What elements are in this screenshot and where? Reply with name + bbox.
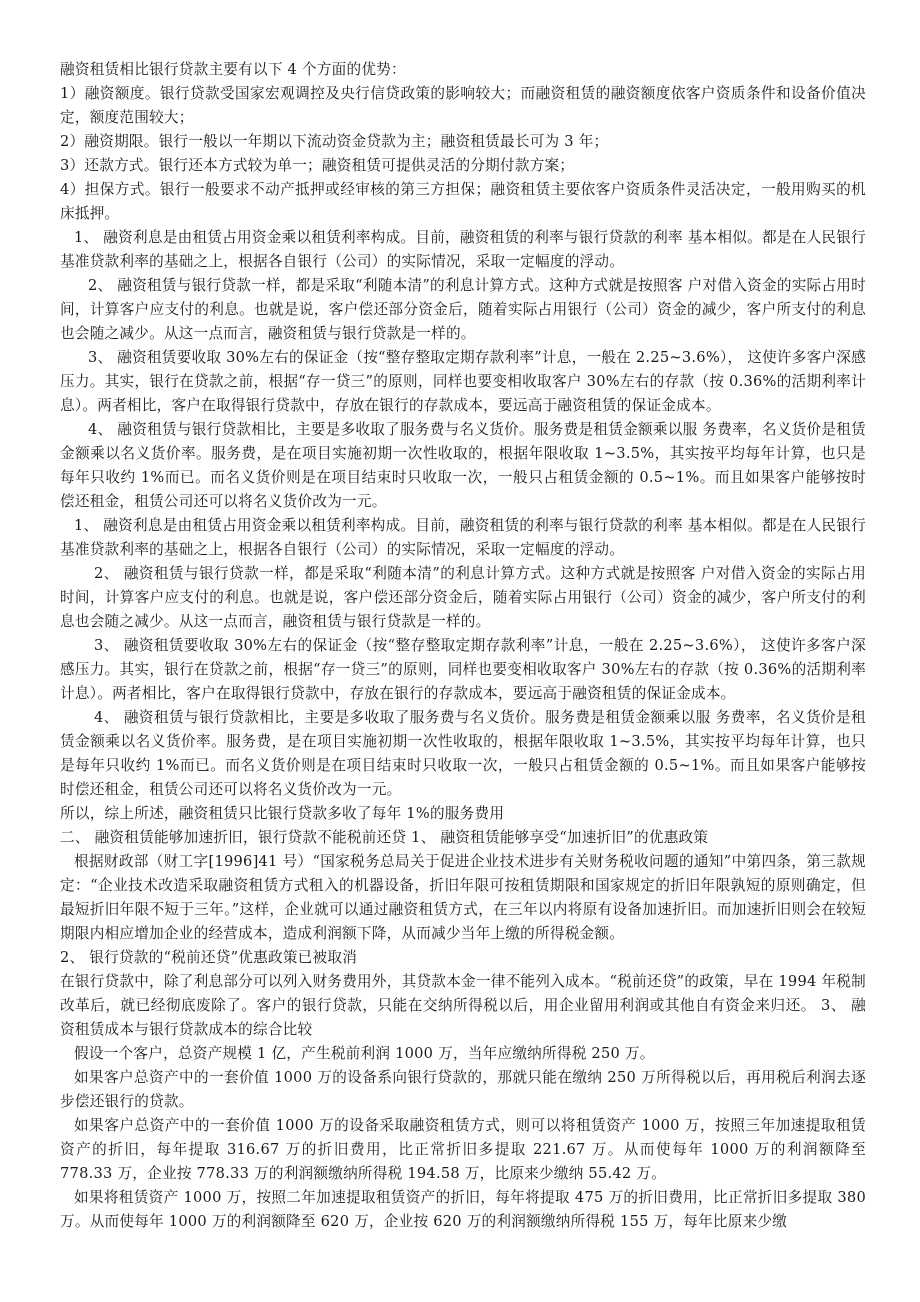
interest-paragraph-1: 1、 融资利息是由租赁占用资金乘以租赁利率构成。目前，融资租赁的利率与银行贷款的利率 基本相似。都是在人民银行基准贷款利率的基础之上，根据各自银行（公司）的实际情况，采取一定幅度的浮动。	[60, 229, 866, 270]
service-fee-paragraph-1: 4、 融资租赁与银行贷款相比，主要是多收取了服务费与名义货价。服务费是租赁金额乘以服 务费率，名义货价是租赁金额乘以名义货价率。服务费，是在项目实施初期一次性收取的，根据年限收取 1~3.5%，其实按平均每年计算，也只是每年只收约 1%而已。而名义货价则是在项目结束时只收取一次，一般只占租赁金额的 0.5~1%。而且如果客户能够按时偿还租金，租赁公司还可以将名义货价改为一元。	[60, 421, 866, 510]
deposit-paragraph-2: 3、 融资租赁要收取 30%左右的保证金（按“整存整取定期存款利率”计息，一般在 2.25~3.6%）， 这使许多客户深感压力。其实，银行在贷款之前，根据“存一贷三”的原则，同样也要变相收取客户 30%左右的存款（按 0.36%的活期利率计息）。两者相比，客户在取得银行贷款中，存放在银行的存款成本，要远高于融资租赁的保证金成本。	[60, 637, 866, 702]
summary-paragraph: 所以，综上所述，融资租赁只比银行贷款多收了每年 1%的服务费用	[60, 805, 505, 822]
interest-method-paragraph-1: 2、 融资租赁与银行贷款一样，都是采取“利随本清”的利息计算方式。这种方式就是按照客 户对借入资金的实际占用时间，计算客户应支付的利息。也就是说，客户偿还部分资金后，随着实际占用银行（公司）资金的减少，客户所支付的利息也会随之减少。从这一点而言，融资租赁与银行贷款是一样的。	[60, 277, 866, 342]
example-paragraph-3: 如果客户总资产中的一套价值 1000 万的设备采取融资租赁方式，则可以将租赁资产 1000 万，按照三年加速提取租赁资产的折旧，每年提取 316.67 万的折旧费用，比正常折旧多提取 221.67 万。从而使每年 1000 万的利润额降至 778.33 万，企业按 778.33 万的利润额缴纳所得税 194.58 万，比原来少缴纳 55.42 万。	[60, 1117, 866, 1182]
tax-policy-heading: 2、 银行贷款的“税前还贷”优惠政策已被取消	[60, 949, 358, 966]
example-paragraph-1: 假设一个客户，总资产规模 1 亿，产生税前利润 1000 万，当年应缴纳所得税 250 万。	[74, 1045, 655, 1062]
interest-paragraph-2: 1、 融资利息是由租赁占用资金乘以租赁利率构成。目前，融资租赁的利率与银行贷款的利率 基本相似。都是在人民银行基准贷款利率的基础之上，根据各自银行（公司）的实际情况，采取一定幅度的浮动。	[60, 517, 866, 558]
advantage-4-paragraph: 4）担保方式。银行一般要求不动产抵押或经审核的第三方担保；融资租赁主要依客户资质条件灵活决定，一般用购买的机床抵押。	[60, 181, 866, 222]
advantage-1-paragraph: 1）融资额度。银行贷款受国家宏观调控及央行信贷政策的影响较大；而融资租赁的融资额度依客户资质条件和设备价值决定，额度范围较大；	[60, 85, 866, 126]
service-fee-paragraph-2: 4、 融资租赁与银行贷款相比，主要是多收取了服务费与名义货价。服务费是租赁金额乘以服 务费率，名义货价是租赁金额乘以名义货价率。服务费，是在项目实施初期一次性收取的，根据年限收取 1~3.5%，其实按平均每年计算，也只是每年只收约 1%而已。而名义货价则是在项目结束时只收取一次，一般只占租赁金额的 0.5~1%。而且如果客户能够按时偿还租金，租赁公司还可以将名义货价改为一元。	[60, 709, 866, 798]
deposit-paragraph-1: 3、 融资租赁要收取 30%左右的保证金（按“整存整取定期存款利率”计息，一般在 2.25~3.6%）， 这使许多客户深感压力。其实，银行在贷款之前，根据“存一贷三”的原则，同样也要变相收取客户 30%左右的存款（按 0.36%的活期利率计息）。两者相比，客户在取得银行贷款中，存放在银行的存款成本，要远高于融资租赁的保证金成本。	[60, 349, 866, 414]
example-paragraph-2: 如果客户总资产中的一套价值 1000 万的设备系向银行贷款的，那就只能在缴纳 250 万所得税以后，再用税后利润去逐步偿还银行的贷款。	[60, 1069, 866, 1110]
example-paragraph-4: 如果将租赁资产 1000 万，按照二年加速提取租赁资产的折旧，每年将提取 475 万的折旧费用，比正常折旧多提取 380 万。从而使每年 1000 万的利润额降至 620 万，企业按 620 万的利润额缴纳所得税 155 万，每年比原来少缴	[60, 1189, 866, 1230]
intro-paragraph: 融资租赁相比银行贷款主要有以下 4 个方面的优势：	[60, 61, 406, 78]
section-2-heading: 二、 融资租赁能够加速折旧，银行贷款不能税前还贷 1、 融资租赁能够享受“加速折旧”的优惠政策	[60, 829, 709, 846]
bank-loan-paragraph: 在银行贷款中，除了利息部分可以列入财务费用外，其贷款本金一律不能列入成本。“税前还贷”的政策，早在 1994 年税制改革后，就已经彻底废除了。客户的银行贷款，只能在交纳所得税以后，用企业留用利润或其他自有资金来归还。 3、 融资租赁成本与银行贷款成本的综合比较	[60, 973, 866, 1038]
interest-method-paragraph-2: 2、 融资租赁与银行贷款一样，都是采取“利随本清”的利息计算方式。这种方式就是按照客 户对借入资金的实际占用时间，计算客户应支付的利息。也就是说，客户偿还部分资金后，随着实际占用银行（公司）资金的减少，客户所支付的利息也会随之减少。从这一点而言，融资租赁与银行贷款是一样的。	[60, 565, 866, 630]
advantage-3-paragraph: 3）还款方式。银行还本方式较为单一；融资租赁可提供灵活的分期付款方案；	[60, 157, 575, 174]
policy-paragraph: 根据财政部（财工字[1996]41 号）“国家税务总局关于促进企业技术进步有关财务税收问题的通知”中第四条，第三款规定：“企业技术改造采取融资租赁方式租入的机器设备，折旧年限可按租赁期限和国家规定的折旧年限孰短的原则确定，但最短折旧年限不短于三年。”这样，企业就可以通过融资租赁方式，在三年以内将原有设备加速折旧。而加速折旧则会在较短期限内相应增加企业的经营成本，造成利润额下降，从而减少当年上缴的所得税金额。	[60, 853, 866, 942]
advantage-2-paragraph: 2）融资期限。银行一般以一年期以下流动资金贷款为主；融资租赁最长可为 3 年；	[60, 133, 609, 150]
